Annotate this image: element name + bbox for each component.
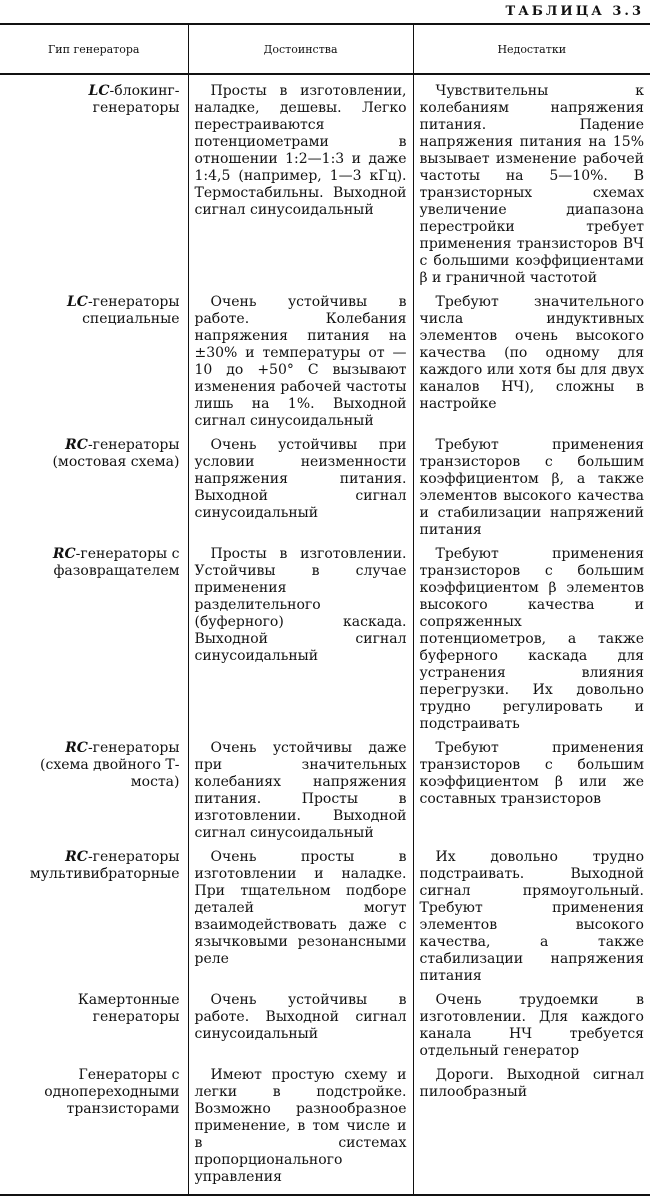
header-disadvantages: Недостатки [413, 24, 650, 74]
table-row [0, 542, 650, 736]
table-caption: ТАБЛИЦА 3.3 [505, 4, 644, 19]
generator-type-prefix: RC [65, 849, 88, 865]
generator-type-cell [0, 988, 188, 1063]
table-row [0, 1063, 650, 1195]
table-row [0, 845, 650, 988]
generator-type-cell [0, 290, 188, 433]
header-type: Гип генератора [0, 24, 188, 74]
generator-type-name: Генераторы с однопереходными транзисторами [44, 1067, 180, 1117]
disadvantages-cell: Их довольно трудно подстраивать. Выходной сигнал прямоугольный. Требуют применения элементов высокого качества, а также стабилизации напряжения питания [413, 845, 650, 988]
generator-type-cell [0, 74, 188, 290]
generator-type-cell [0, 433, 188, 542]
advantages-cell: Просты в изготовлении. Устойчивы в случае применения разделительного (буферного) каскада. Выходной сигнал синусоидальный [188, 542, 413, 736]
table-header-row [0, 24, 650, 74]
header-advantages: Достоинства [188, 24, 413, 74]
generator-type-prefix: RC [52, 546, 76, 562]
disadvantages-cell: Требуют применения транзисторов с большим коэффициентом β или же составных транзисторов [413, 736, 650, 845]
advantages-cell: Очень устойчивы в работе. Колебания напряжения питания на ±30% и температуры от —10 до +50° С вызывают изменения рабочей частоты лишь на 1%. Выходной сигнал синусоидальный [188, 290, 413, 433]
disadvantages-cell: Требуют применения транзисторов с большим коэффициентом β элементов высокого качества и сопряженных потенциометров, а также буферного каскада для устранения влияния перегрузки. Их довольно трудно регулировать и подстраивать [413, 542, 650, 736]
advantages-cell: Очень устойчивы при условии неизменности напряжения питания. Выходной сигнал синусоидальный [188, 433, 413, 542]
generator-type-prefix: RC [65, 740, 88, 756]
generator-comparison-table [0, 23, 650, 1196]
disadvantages-cell: Дороги. Выходной сигнал пилообразный [413, 1063, 650, 1195]
advantages-cell: Очень устойчивы даже при значительных колебаниях напряжения питания. Просты в изготовлении. Выходной сигнал синусоидальный [188, 736, 413, 845]
generator-type-name: -генераторы мультивибраторные [29, 849, 180, 882]
generator-type-name: -генераторы с фазовращателем [53, 546, 180, 579]
advantages-cell: Имеют простую схему и легки в подстройке. Возможно разнообразное применение, в том числе и в системах пропорционального управления [188, 1063, 413, 1195]
disadvantages-cell: Требуют значительного числа индуктивных элементов очень высокого качества (по одному для каждого или хотя бы для двух каналов НЧ), сложны в настройке [413, 290, 650, 433]
generator-type-prefix: LC [66, 294, 88, 310]
generator-type-prefix: RC [65, 437, 88, 453]
generator-type-name: -блокинг-генераторы [92, 83, 180, 116]
disadvantages-cell: Чувствительны к колебаниям напряжения питания. Падение напряжения питания на 15% вызывает изменение рабочей частоты на 5—10%. В транзисторных схемах увеличение диапазона перестройки требует применения транзисторов ВЧ с большими коэффициентами β и граничной частотой [413, 74, 650, 290]
disadvantages-cell: Очень трудоемки в изготовлении. Для каждого канала НЧ требуется отдельный генератор [413, 988, 650, 1063]
table-row [0, 433, 650, 542]
generator-type-name: -генераторы (схема двойного Т-моста) [40, 740, 180, 790]
generator-type-cell [0, 1063, 188, 1195]
disadvantages-cell: Требуют применения транзисторов с большим коэффициентом β, а также элементов высокого качества и стабилизации напряжений питания [413, 433, 650, 542]
advantages-cell: Очень устойчивы в работе. Выходной сигнал синусоидальный [188, 988, 413, 1063]
generator-type-prefix: LC [88, 83, 110, 99]
generator-type-name: -генераторы специальные [82, 294, 180, 327]
generator-type-name: -генераторы (мостовая схема) [52, 437, 180, 470]
generator-type-cell [0, 845, 188, 988]
table-row [0, 290, 650, 433]
generator-type-name: Камертонные генераторы [77, 992, 180, 1025]
table-row [0, 988, 650, 1063]
table-row [0, 736, 650, 845]
advantages-cell: Очень просты в изготовлении и наладке. При тщательном подборе деталей могут взаимодействовать даже с язычковыми резонансными реле [188, 845, 413, 988]
table-row [0, 74, 650, 290]
advantages-cell: Просты в изготовлении, наладке, дешевы. Легко перестраиваются потенциометрами в отношении 1:2—1:3 и даже 1:4,5 (например, 1—3 кГц). Термостабильны. Выходной сигнал синусоидальный [188, 74, 413, 290]
generator-type-cell [0, 736, 188, 845]
generator-type-cell [0, 542, 188, 736]
